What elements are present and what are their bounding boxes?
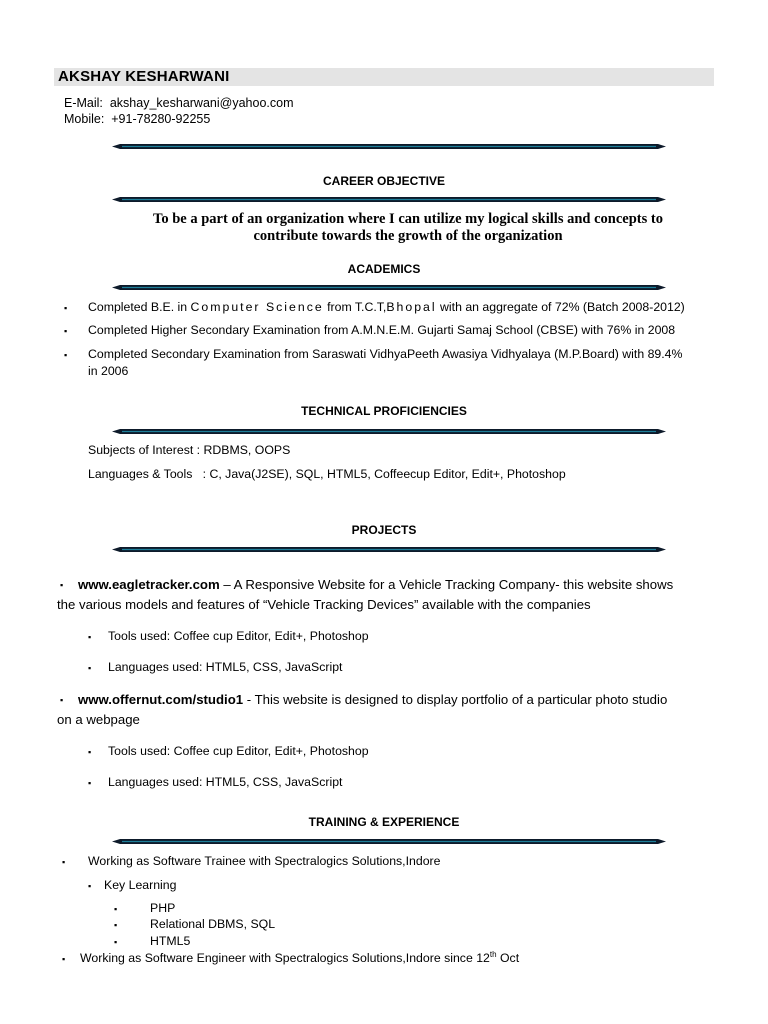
bullet-icon: ▪ bbox=[114, 937, 118, 947]
learning-item: HTML5 bbox=[150, 934, 191, 948]
academic-city: Bhopal bbox=[386, 300, 437, 314]
project-2 bbox=[78, 692, 667, 707]
job-2-text: Working as Software Engineer with Spectralogics Solutions,Indore since 12 bbox=[80, 951, 490, 965]
bullet-icon: ▪ bbox=[88, 778, 92, 788]
bullet-icon: ▪ bbox=[62, 954, 66, 964]
bullet-icon: ▪ bbox=[60, 695, 64, 705]
email-line bbox=[64, 96, 293, 110]
academic-text: with an aggregate of 72% (Batch 2008-2012) bbox=[436, 300, 685, 314]
email-value: akshay_kesharwani@yahoo.com bbox=[109, 96, 294, 110]
academic-item: Completed Higher Secondary Examination from A.M.N.E.M. Gujarti Samaj School (CBSE) with 76% in 2008 bbox=[88, 323, 676, 337]
project-2-desc-cont: on a webpage bbox=[57, 712, 140, 727]
technical-heading: TECHNICAL PROFICIENCIES bbox=[301, 404, 467, 418]
project-2-desc: - This website is designed to display portfolio of a particular photo studio bbox=[243, 692, 668, 707]
email-label: E-Mail: bbox=[64, 96, 103, 110]
bullet-icon: ▪ bbox=[64, 326, 68, 336]
career-heading: CAREER OBJECTIVE bbox=[322, 174, 446, 188]
bullet-icon: ▪ bbox=[60, 580, 64, 590]
mobile-label: Mobile: bbox=[64, 112, 105, 126]
mobile-value: +91-78280-92255 bbox=[111, 112, 211, 126]
project-1-desc-cont: the various models and features of “Vehicle Tracking Devices” available with the companies bbox=[57, 597, 591, 612]
bullet-icon: ▪ bbox=[62, 857, 66, 867]
learning-item: Relational DBMS, SQL bbox=[150, 917, 276, 931]
project-1-languages: Languages used: HTML5, CSS, JavaScript bbox=[108, 660, 343, 674]
academics-heading: ACADEMICS bbox=[347, 262, 421, 276]
divider-rule bbox=[112, 197, 666, 202]
job-2-end: Oct bbox=[496, 951, 520, 965]
bullet-icon: ▪ bbox=[64, 350, 68, 360]
mobile-line bbox=[64, 112, 210, 126]
job-2 bbox=[80, 951, 519, 965]
academic-item bbox=[88, 300, 685, 314]
objective-line-1: To be a part of an organization where I can utilize my logical skills and concepts to bbox=[153, 211, 663, 227]
learning-item: PHP bbox=[150, 901, 176, 915]
academic-item-cont: in 2006 bbox=[88, 364, 129, 378]
project-1-tools: Tools used: Coffee cup Editor, Edit+, Photoshop bbox=[108, 629, 369, 643]
career-objective bbox=[100, 211, 716, 245]
academic-degree: Computer Science bbox=[190, 300, 324, 314]
academic-text: from T.C.T, bbox=[323, 300, 387, 314]
subjects-of-interest: Subjects of Interest : RDBMS, OOPS bbox=[88, 443, 291, 457]
divider-rule bbox=[112, 547, 666, 552]
academic-text: Completed B.E. in bbox=[88, 300, 191, 314]
bullet-icon: ▪ bbox=[114, 920, 118, 930]
candidate-name: AKSHAY KESHARWANI bbox=[58, 68, 230, 85]
bullet-icon: ▪ bbox=[88, 881, 92, 891]
bullet-icon: ▪ bbox=[88, 632, 92, 642]
bullet-icon: ▪ bbox=[88, 747, 92, 757]
objective-line-2: contribute towards the growth of the organization bbox=[253, 228, 563, 244]
divider-rule bbox=[112, 285, 666, 290]
project-2-tools: Tools used: Coffee cup Editor, Edit+, Photoshop bbox=[108, 744, 369, 758]
bullet-icon: ▪ bbox=[114, 904, 118, 914]
job-1: Working as Software Trainee with Spectralogics Solutions,Indore bbox=[88, 854, 441, 868]
project-1 bbox=[78, 577, 673, 592]
training-heading: TRAINING & EXPERIENCE bbox=[308, 815, 460, 829]
divider-rule bbox=[112, 429, 666, 434]
project-1-link[interactable]: www.eagletracker.com bbox=[78, 577, 220, 592]
project-1-desc: – A Responsive Website for a Vehicle Tracking Company- this website shows bbox=[219, 577, 674, 592]
languages-tools: Languages & Tools : C, Java(J2SE), SQL, HTML5, Coffeecup Editor, Edit+, Photoshop bbox=[88, 467, 566, 481]
academic-item: Completed Secondary Examination from Saraswati VidhyaPeeth Awasiya Vidhyalaya (M.P.Board) with 89.4% bbox=[88, 347, 683, 361]
divider-rule bbox=[112, 839, 666, 844]
divider-rule bbox=[112, 144, 666, 149]
job-2-superscript: th bbox=[489, 949, 497, 959]
project-2-languages: Languages used: HTML5, CSS, JavaScript bbox=[108, 775, 343, 789]
bullet-icon: ▪ bbox=[64, 303, 68, 313]
bullet-icon: ▪ bbox=[88, 663, 92, 673]
projects-heading: PROJECTS bbox=[351, 523, 417, 537]
project-2-link[interactable]: www.offernut.com/studio1 bbox=[78, 692, 244, 707]
key-learning: Key Learning bbox=[104, 878, 177, 892]
